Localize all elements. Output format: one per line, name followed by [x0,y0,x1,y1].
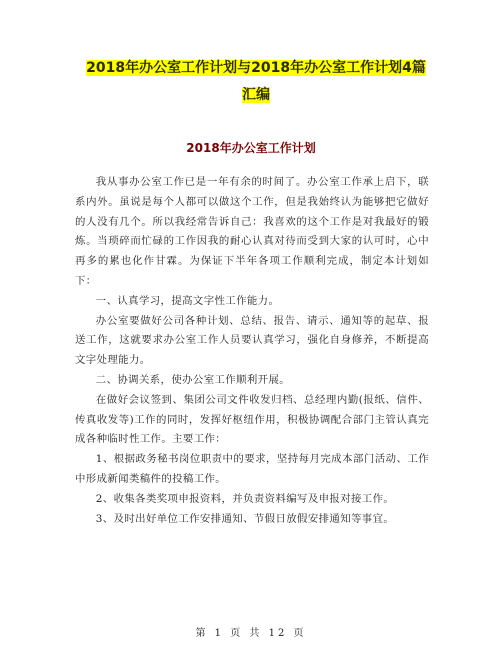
paragraph-intro: 我从事办公室工作已是一年有余的时间了。办公室工作承上启下，联系内外。虽说是每个人都可以做这个工作，但是我始终认为能够把它做好的人没有几个。所以我经常告诉自己：我喜欢的这个工作是对我最好的锻炼。当琐碎而忙碌的工作因我的耐心认真对待而受到大家的认可时，心中再多的累也化作甘霖。为保证下半年各项工作顺利完成，制定本计划如下： [75,176,429,287]
section-title: 2018年办公室工作计划 [186,141,316,155]
document-title [80,55,432,109]
list-item-2: 2、收集各类奖项申报资料，并负责资料编写及申报对接工作。 [95,492,395,505]
document-body [75,173,429,529]
document-title-text: 2018年办公室工作计划与2018年办公室工作计划4篇汇编 [86,60,426,103]
list-item-1: 1、根据政务秘书岗位职责中的要求，坚持每月完成本部门活动、工作中形成新闻类稿件的投稿工作。 [75,453,429,485]
paragraph-heading-2: 二、协调关系，使办公室工作顺利开展。 [95,373,291,386]
page-footer: 第 1 页 共 12 页 [195,628,307,639]
paragraph-coordination: 在做好会议签到、集团公司文件收发归档、总经理内勤(报纸、信件、传真收发等)工作的同时，发挥好枢纽作用，积极协调配合部门主管认真完成各种临时性工作。主要工作： [75,393,429,446]
paragraph-writing: 办公室要做好公司各种计划、总结、报告、请示、通知等的起草、报送工作，这就要求办公室工作人员要认真学习，强化自身修养，不断提高文字处理能力。 [75,314,429,367]
paragraph-heading-1: 一、认真学习，提高文字性工作能力。 [95,294,280,307]
list-item-3: 3、及时出好单位工作安排通知、节假日放假安排通知等事宜。 [95,512,395,525]
